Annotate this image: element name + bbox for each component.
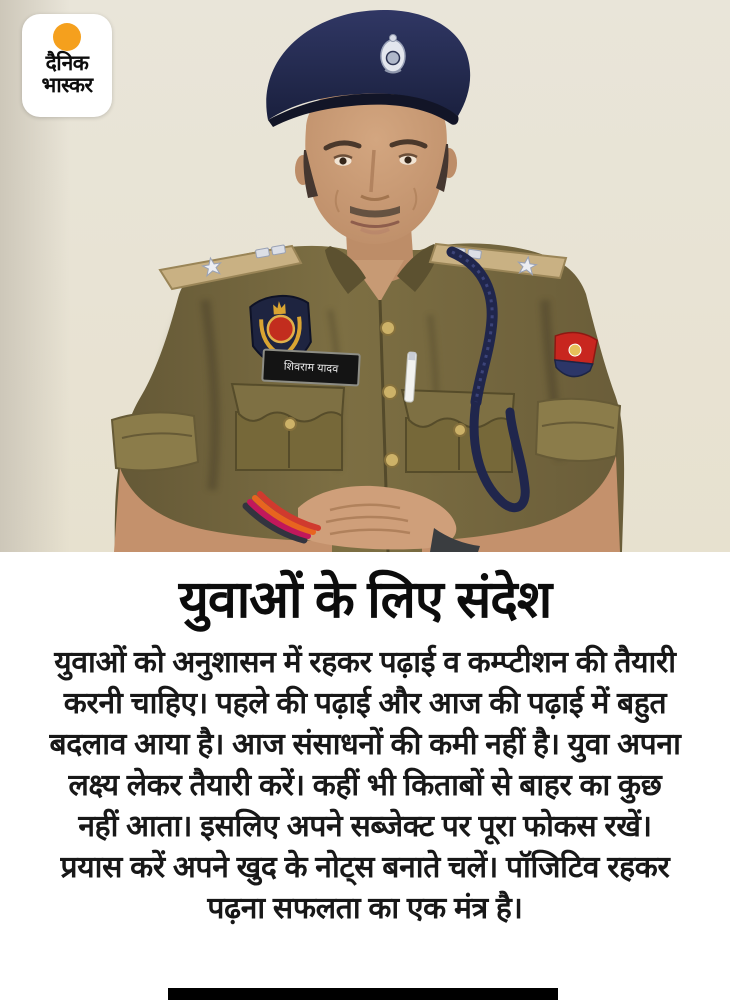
body-text [0, 642, 730, 929]
name-plate [262, 350, 359, 386]
page-title: युवाओं के लिए संदेश [178, 571, 552, 629]
bottom-bar [168, 988, 558, 1000]
logo-line2: भास्कर [41, 74, 93, 97]
body-line: करनी चाहिए। पहले की पढ़ाई और आज की पढ़ाई में बहुत [63, 687, 667, 720]
pocket-right [402, 390, 514, 472]
logo-text [41, 53, 92, 97]
cuff-left [112, 412, 198, 470]
body-line: युवाओं को अनुशासन में रहकर पढ़ाई व कम्प्टीशन की तैयारी [54, 646, 676, 679]
cuff-right [536, 399, 620, 461]
name-plate-text: शिवराम यादव [283, 360, 339, 376]
body-line: बदलाव आया है। आज संसाधनों की कमी नहीं है। युवा अपना [49, 728, 681, 761]
brand-logo [22, 14, 112, 117]
pocket-left [232, 384, 344, 470]
logo-line1: दैनिक [45, 52, 89, 75]
body-line: पढ़ना सफलता का एक मंत्र है। [207, 892, 523, 925]
body-line: नहीं आता। इसलिए अपने सब्जेक्ट पर पूरा फोकस रखें। [78, 810, 652, 843]
logo-sun-icon [53, 23, 81, 51]
message-section [0, 552, 730, 1000]
body-line: लक्ष्य लेकर तैयारी करें। कहीं भी किताबों से बाहर का कुछ [68, 769, 662, 802]
body-line: प्रयास करें अपने खुद के नोट्स बनाते चलें। पॉजिटिव रहकर [60, 851, 670, 884]
